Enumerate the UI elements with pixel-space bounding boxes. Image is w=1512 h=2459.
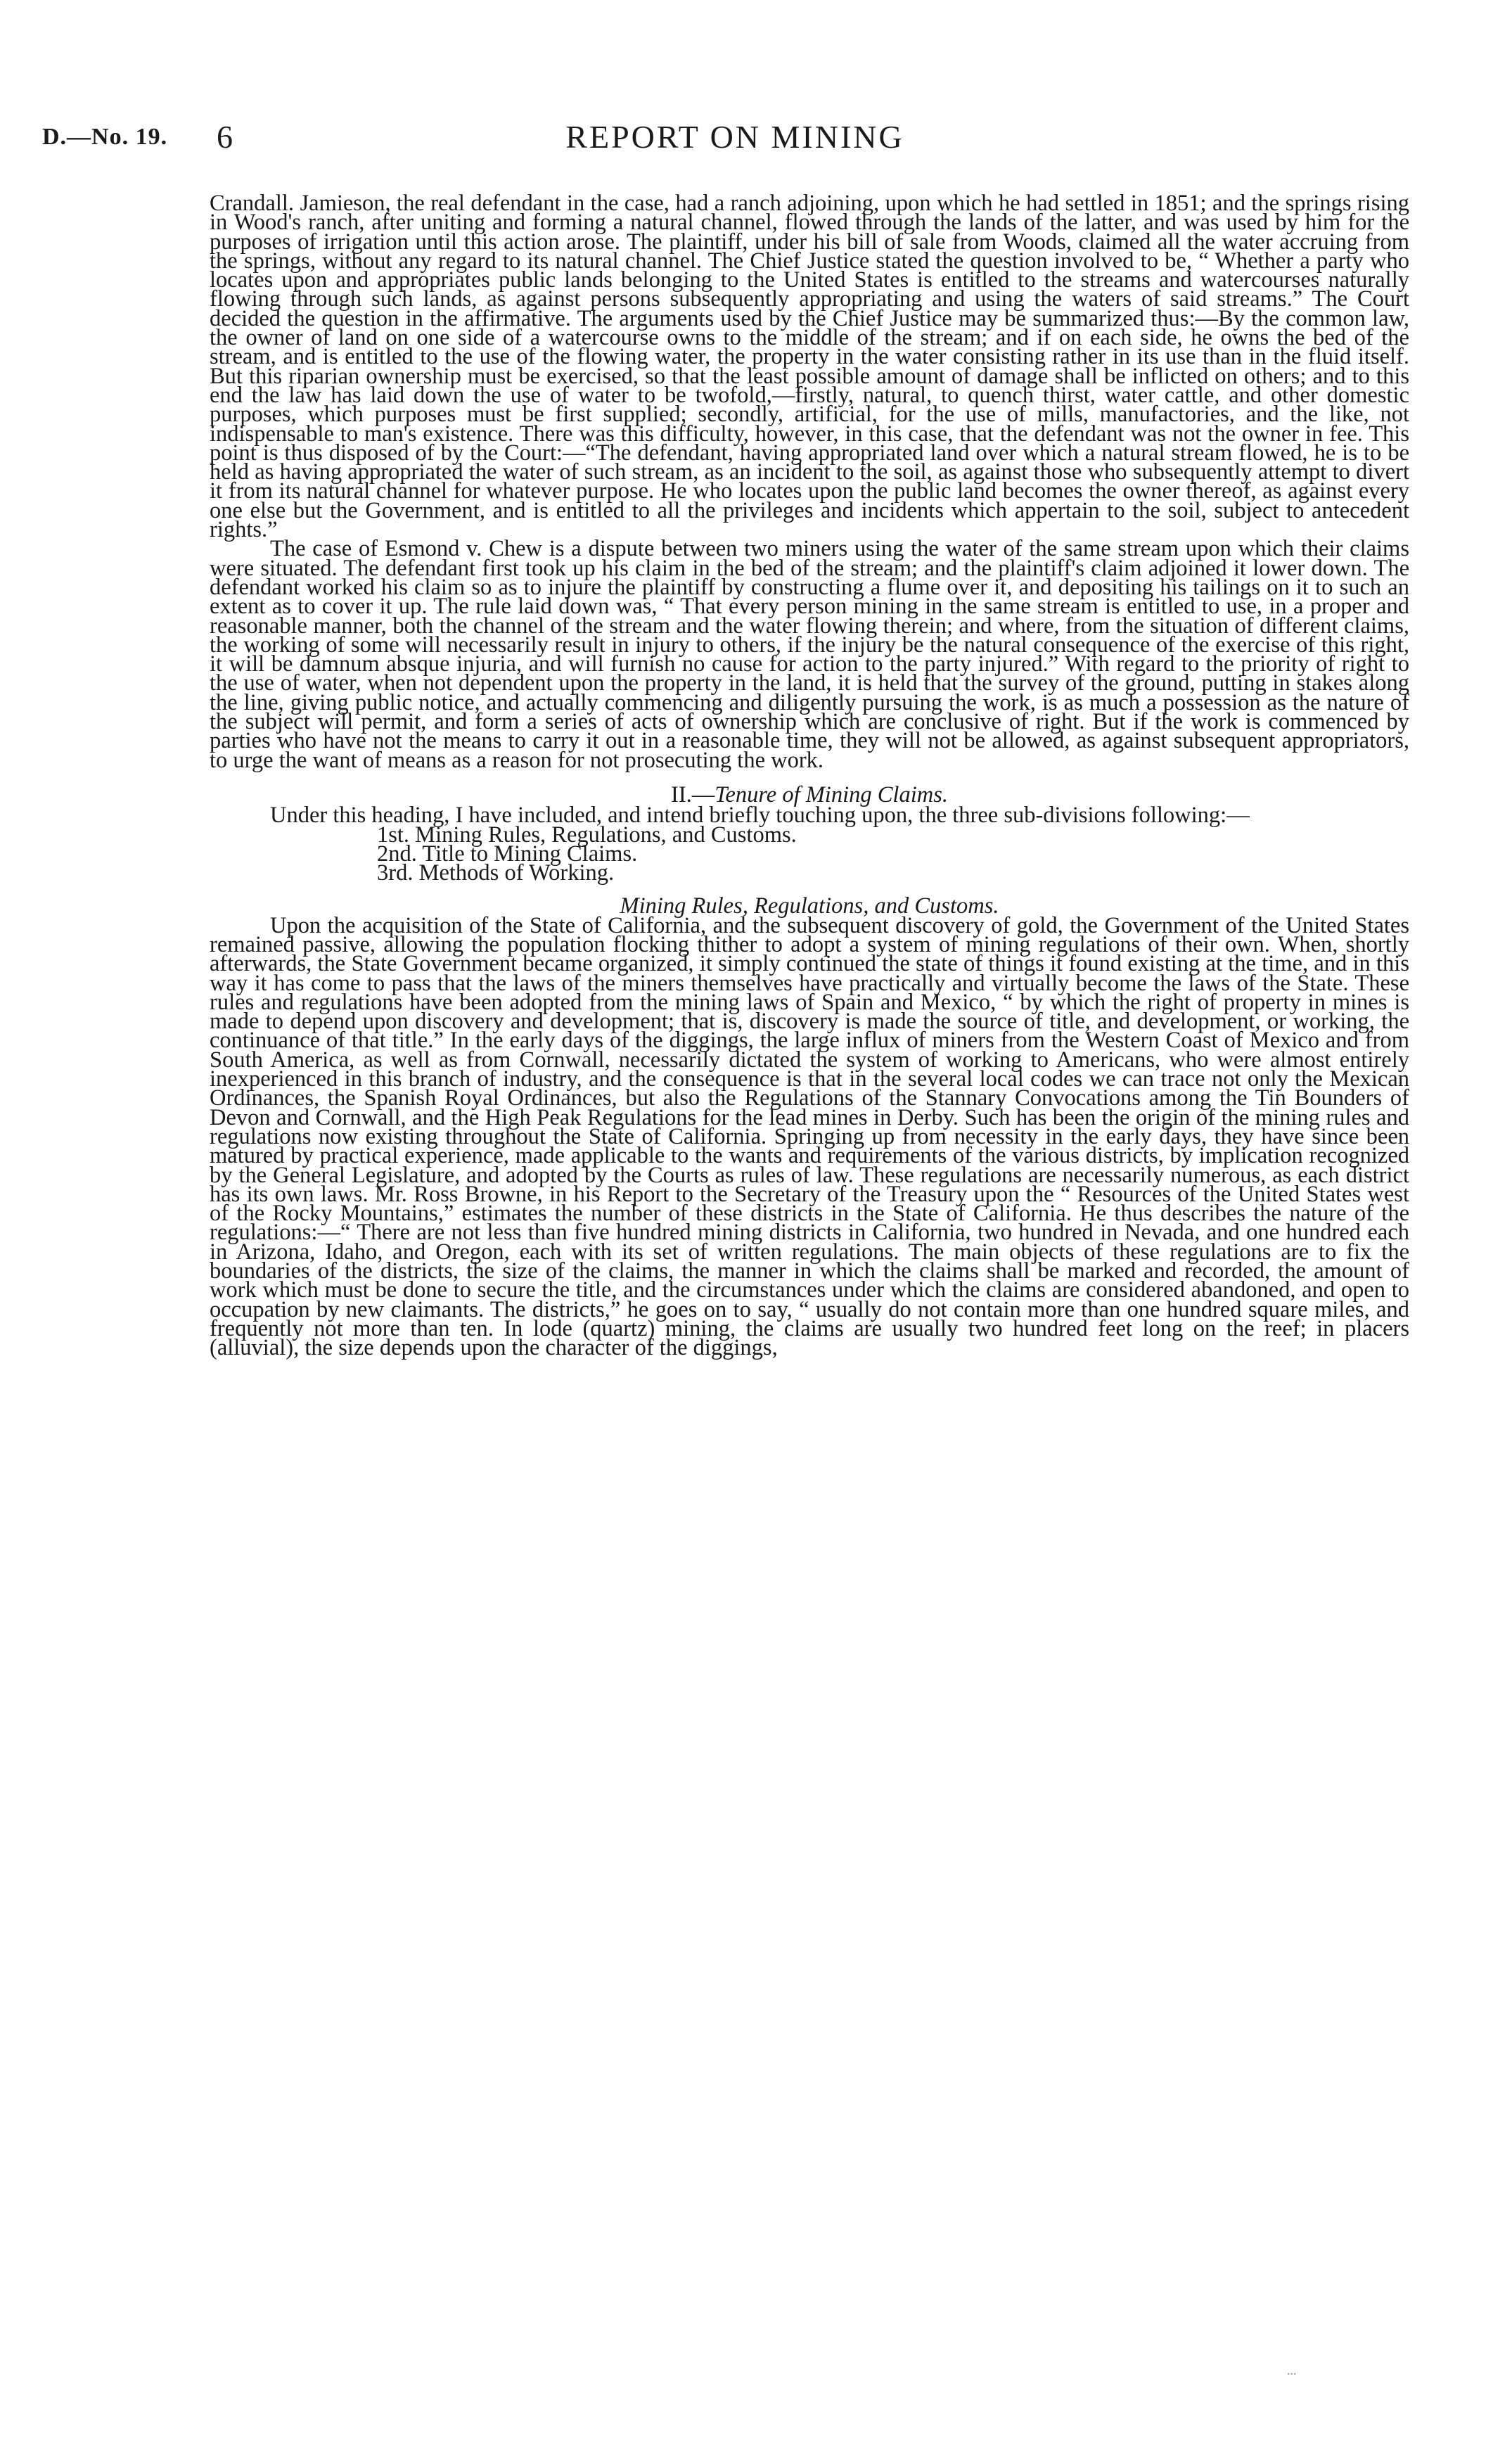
paragraph: Crandall. Jamieson, the real defendant in the case, had a ranch adjoining, upon which he had settled in 1851; and the springs rising in Wood's ranch, after uniting and forming a natural channel, flowed through the lands of the latter, and was used by him for the purposes of irrigation until this action arose. The plaintiff, under his bill of sale from Woods, claimed all the water accruing from the springs, without any regard to its natural channel. The Chief Justice stated the question involved to be, “ Whether a party who locates upon and appropriates public lands belonging to the United States is entitled to the streams and watercourses naturally flowing through such lands, as against persons subsequently appropriating and using the waters of said streams.” The Court decided the question in the affirmative. The arguments used by the Chief Justice may be summarized thus:—By the common law, the owner of land on one side of a watercourse owns to the middle of the stream; and if on each side, he owns the bed of the stream, and is entitled to the use of the flowing water, the property in the water consisting rather in its use than in the fluid itself. But this riparian ownership must be exercised, so that the least possible amount of damage shall be inflicted on others; and to this end the law has laid down the use of water to be twofold,—firstly, natural, to quench thirst, water cattle, and other domestic purposes, which purposes must be first supplied; secondly, artificial, for the use of mills, manufactories, and the like, not indispensable to man's existence. There was this difficulty, however, in this case, that the defendant was not the owner in fee. This point is thus disposed of by the Court:—“The defendant, having appropriated land over which a natural stream flowed, he is to be held as having appropriated the water of such stream, as an incident to the soil, as against those who subsequently attempt to divert it from its natural channel for whatever purpose. He who locates upon the public land becomes the owner thereof, as against every one else but the Government, and is entitled to all the privileges and incidents which appertain to the soil, subject to antecedent rights.” [210, 191, 1409, 543]
section-title: Tenure of Mining Claims. [715, 781, 948, 807]
paragraph: The case of Esmond v. Chew is a dispute between two miners using the water of the same stream upon which their claims were situated. The defendant first took up his claim in the bed of the stream; and the plaintiff's claim adjoined it lower down. The defendant worked his claim so as to injure the plaintiff by constructing a flume over it, and depositing his tailings on it to such an extent as to cover it up. The rule laid down was, “ That every person mining in the same stream is entitled to use, in a proper and reasonable manner, both the channel of the stream and the water flowing therein; and where, from the situation of different claims, the working of some will necessarily result in injury to others, if the injury be the natural consequence of the exercise of this right, it will be damnum absque injuria, and will furnish no cause for action to the party injured.” With regard to the priority of right to the use of water, when not dependent upon the property in the land, it is held that the survey of the ground, putting in stakes along the line, giving public notice, and actually commencing and diligently pursuing the work, is as much a possession as the nature of the subject will permit, and form a series of acts of ownership which are conclusive of right. But if the work is commenced by parties who have not the means to carry it out in a reasonable time, they will not be allowed, as against subsequent appropriators, to urge the want of means as a reason for not prosecuting the work. [210, 536, 1409, 773]
footer-mark: ... [1287, 2363, 1297, 2377]
list-item: 2nd. Title to Mining Claims. [377, 841, 638, 867]
page-number: 6 [217, 119, 233, 155]
section-numeral: II.— [671, 781, 715, 807]
list-item: 3rd. Methods of Working. [377, 860, 615, 886]
page-header [42, 118, 1428, 160]
paragraph: Upon the acquisition of the State of California, and the subsequent discovery of gold, the Government of the United States remained passive, allowing the population flocking thither to adopt a system of mining regulations of their own. When, shortly afterwards, the State Government became organized, it simply continued the state of things it found existing at the time, and in this way it has come to pass that the laws of the miners themselves have practically and virtually become the laws of the State. These rules and regulations have been adopted from the mining laws of Spain and Mexico, “ by which the right of property in mines is made to depend upon discovery and development; that is, discovery is made the source of title, and development, or working, the continuance of that title.” In the early days of the diggings, the large influx of miners from the Western Coast of Mexico and from South America, as well as from Cornwall, necessarily dictated the system of working to Americans, who were almost entirely inexperienced in this branch of industry, and the consequence is that in the several local codes we can trace not only the Mexican Ordinances, the Spanish Royal Ordinances, but also the Regulations of the Stannary Convocations among the Tin Bounders of Devon and Cornwall, and the High Peak Regulations for the lead mines in Derby. Such has been the origin of the mining rules and regulations now existing throughout the State of California. Springing up from necessity in the early days, they have since been matured by practical experience, made applicable to the wants and requirements of the various districts, by implication recognized by the General Legislature, and adopted by the Courts as rules of law. These regulations are necessarily numerous, as each district has its own laws. Mr. Ross Browne, in his Report to the Secretary of the Treasury upon the “ Resources of the United States west of the Rocky Mountains,” estimates the number of these districts in the State of California. He thus describes the nature of the regulations:—“ There are not less than five hundred mining districts in California, two hundred in Nevada, and one hundred each in Arizona, Idaho, and Oregon, each with its set of written regulations. The main objects of these regulations are to fix the boundaries of the districts, the size of the claims, the manner in which the claims shall be marked and recorded, the amount of work which must be done to secure the title, and the circumstances under which the claims are considered abandoned, and open to occupation by new claimants. The districts,” he goes on to say, “ usually do not contain more than one hundred square miles, and frequently not more than ten. In lode (quartz) mining, the claims are usually two hundred feet long on the reef; in placers (alluvial), the size depends upon the character of the diggings, [210, 912, 1409, 1361]
list-item: 1st. Mining Rules, Regulations, and Customs. [377, 822, 797, 848]
document-id: D.—No. 19. [42, 124, 168, 150]
running-title: REPORT ON MINING [565, 119, 904, 155]
subdivision-list [377, 822, 1409, 886]
section-intro: Under this heading, I have included, and intend briefly touching upon, the three sub-divisions following:— [270, 803, 1250, 829]
section-heading [210, 781, 1409, 807]
sub-heading: Mining Rules, Regulations, and Customs. [620, 893, 999, 919]
body-text [210, 191, 1409, 1361]
